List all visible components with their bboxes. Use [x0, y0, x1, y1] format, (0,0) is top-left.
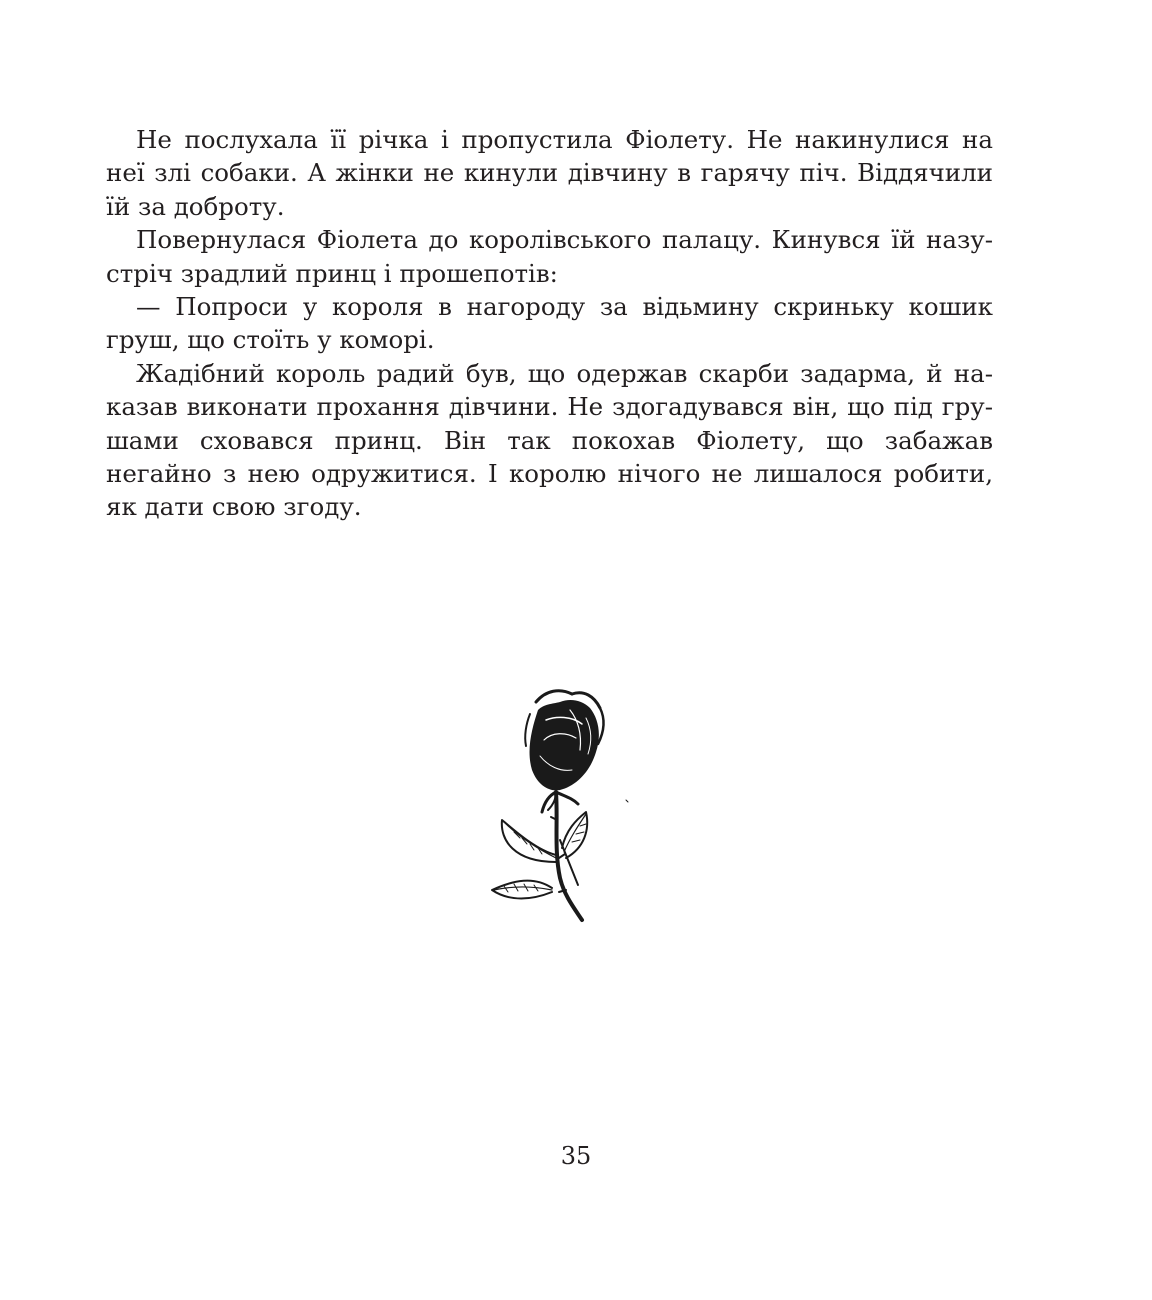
paragraph: Повернулася Фіолета до королівського палацу. Кинувся їй назустріч зрадлий принц і прошепотів: — [106, 225, 993, 288]
paragraph: Не послухала її річка і пропустила Фіолету. Не накинулися на неї злі собаки. А жінки не кинули дівчину в гарячу піч. Віддячили їй за доброту. — [106, 125, 993, 221]
story-text — [106, 123, 993, 524]
page-number: 35 — [560, 1142, 592, 1170]
paragraph: — Попроси у короля в нагороду за відьмину скриньку кошик груш, що стоїть у коморі. — [106, 292, 993, 355]
paragraph: Жадібний король радий був, що одержав скарби задарма, й наказав виконати прохання дівчини. Не здогадувався він, що під грушами сховався принц. Він так покохав Фіолету, що забажав негайно з нею одружитися. І королю нічого не лишалося робити, як дати свою згоду. — [106, 358, 993, 522]
rose-drawing-icon — [486, 680, 646, 925]
